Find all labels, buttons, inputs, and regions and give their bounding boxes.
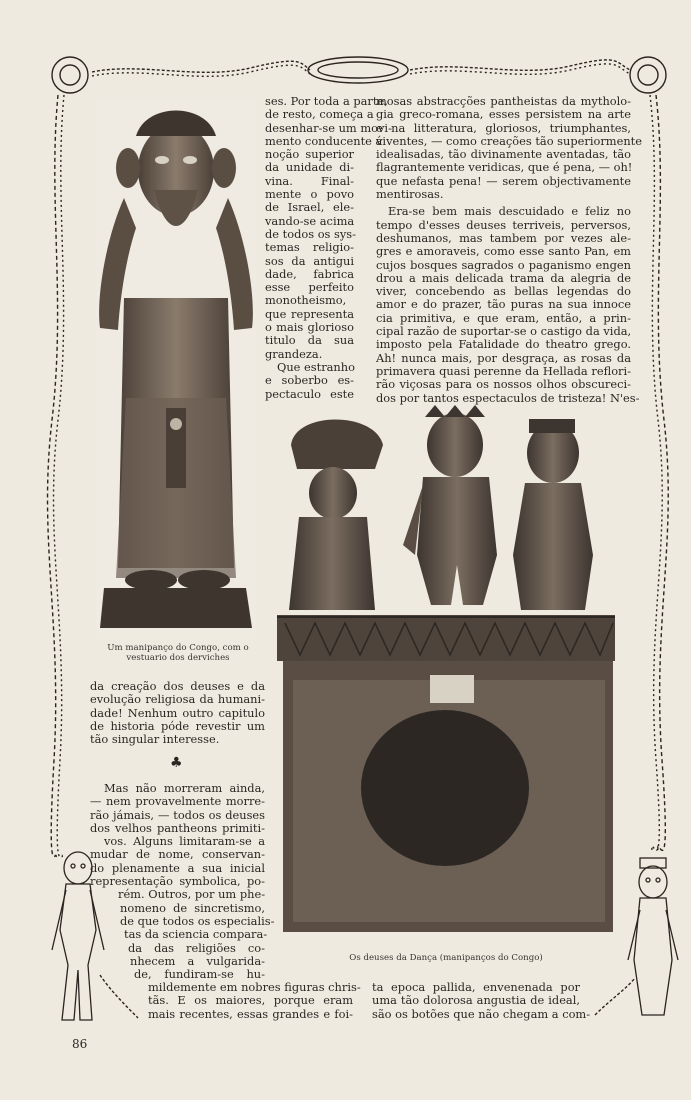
figure-2-photo	[275, 405, 617, 933]
text-line: o mais glorioso	[265, 320, 354, 335]
text-line: uma tão dolorosa angustia de ideal,	[372, 993, 580, 1008]
text-line: noção superior	[265, 147, 354, 162]
text-line: de historia póde revestir um	[90, 718, 265, 733]
text-line: dade! Nenhum outro capitulo	[90, 705, 265, 720]
text-line: idealisadas, tão divinamente aventadas, tão	[376, 147, 631, 162]
text-line: do plenamente a sua inicial	[90, 860, 265, 875]
text-line: são os botões que não chegam a com-	[372, 1006, 591, 1021]
text-line: Ah! nunca mais, por desgraça, as rosas da	[376, 350, 631, 365]
left-column-mid	[90, 680, 265, 746]
text-line: deshumanos, mas tambem por vezes ale-	[376, 230, 631, 245]
text-line: gres e amoraveis, como esse santo Pan, em	[376, 244, 631, 259]
right-idol-figure	[628, 858, 678, 1015]
text-line: mosas abstracções pantheistas da mytholo-	[376, 94, 631, 108]
text-line: vando-se acima	[265, 213, 355, 228]
text-line: sos da antigui	[265, 253, 354, 268]
text-line: da creação dos deuses e da	[90, 679, 265, 693]
text-line: representação symbolica, po-	[90, 874, 265, 889]
text-line: esse perfeito	[265, 280, 354, 295]
text-line: de todos os sys-	[265, 226, 357, 241]
right-garland	[656, 95, 668, 850]
text-line: titulo da sua	[265, 333, 354, 348]
text-line: viventes, — como creações tão superiormente	[376, 133, 642, 148]
text-line: primavera quasi perenne da Hellada reflori-	[376, 363, 631, 378]
text-line: grandeza.	[265, 346, 323, 361]
figure-1-photo	[96, 98, 256, 633]
text-line: tas da sciencia compara-	[124, 927, 268, 942]
middle-column	[265, 94, 392, 401]
text-line: rão viçosas para os nossos olhos obscureci-	[376, 377, 631, 392]
text-line: nomeno de sincretismo,	[120, 900, 265, 915]
text-line: mento conducente á	[265, 133, 383, 148]
text-line: tempo d'esses deuses terriveis, perversos,	[376, 217, 631, 232]
text-line: mildemente em nobres figuras chris-	[148, 980, 361, 994]
text-line: tãs. E os maiores, porque eram	[148, 993, 353, 1008]
text-line: — nem provavelmente morre-	[90, 794, 265, 809]
text-line: e soberbo es-	[265, 373, 354, 388]
dance-gods-image	[275, 405, 617, 933]
right-column-top	[376, 94, 642, 405]
text-line: mais recentes, essas grandes e foi-	[148, 1006, 353, 1021]
text-line: da unidade di-	[265, 160, 354, 175]
text-line: dade, fabrica	[265, 266, 354, 281]
text-line: Era-se bem mais descuidado e feliz no	[388, 204, 631, 219]
text-line: gia greco-romana, esses persistem na arte	[376, 107, 631, 122]
text-line: flagrantemente veridicas, que é pena, — oh!	[376, 160, 633, 175]
section-ornament: ♣	[170, 755, 183, 771]
text-line: dos velhos pantheons primiti-	[90, 820, 265, 835]
top-cartouche	[308, 57, 408, 83]
right-column-bottom	[372, 980, 591, 1021]
text-line: ta epoca pallida, envenenada por	[372, 980, 580, 994]
text-line: cia primitiva, e que eram, então, a prin-	[376, 310, 631, 325]
text-line: nhecem a vulgarida-	[130, 953, 265, 968]
figure-1-caption: Um manipanço do Congo, com o vestuario dos derviches	[107, 643, 249, 663]
text-line: monotheismo,	[265, 293, 347, 308]
text-line: de Israel, ele-	[265, 200, 354, 215]
text-line: e na litteratura, gloriosos, triumphantes,	[376, 120, 631, 135]
text-line: amor e do prazer, tão puras na sua innoce	[376, 297, 631, 312]
text-line: cujos bosques sagrados o paganismo engen	[376, 257, 631, 272]
left-garland	[48, 95, 58, 860]
text-line: Mas não morreram ainda,	[104, 781, 265, 795]
text-line: Que estranho	[277, 359, 355, 374]
text-line: tão singular interesse.	[90, 732, 220, 747]
text-line: evolução religiosa da humani-	[90, 692, 265, 707]
text-line: de, fundiram-se hu-	[134, 967, 265, 982]
text-line: vos. Alguns limitaram-se a	[104, 834, 265, 849]
text-line: imposto pela Fatalidade do theatro grego.	[376, 337, 631, 352]
text-line: ses. Por toda a parte,	[265, 94, 388, 108]
text-line: que representa	[265, 306, 354, 321]
text-line: rão jámais, — todos os deuses	[90, 807, 265, 822]
text-line: cipal razão de suportar-se o castigo da vida,	[376, 324, 632, 339]
text-line: rém. Outros, por um phe-	[118, 887, 266, 902]
text-line: temas religio-	[265, 240, 354, 255]
text-line: desenhar-se um movi-	[265, 120, 392, 135]
text-line: pectaculo este	[265, 386, 354, 401]
text-line: da das religiões co-	[128, 940, 265, 955]
text-line: mente o povo	[265, 187, 354, 202]
figure-2-caption: Os deuses da Dança (manipanços do Congo)	[349, 953, 543, 963]
text-line: de resto, começa a	[265, 107, 374, 122]
text-line: mentirosas.	[376, 187, 444, 202]
text-line: que nefasta pena! — serem objectivamente	[376, 173, 631, 188]
text-line: de que todos os especialis-	[120, 913, 275, 928]
text-line: vina. Final-	[265, 173, 354, 188]
text-line: dos por tantos espectaculos de tristeza! N'es-	[376, 390, 640, 405]
text-line: drou a mais delicada trama da alegria de	[376, 270, 631, 285]
text-line: viver, concebendo as bellas legendas do	[376, 284, 631, 299]
bottom-right-garland	[595, 978, 635, 1015]
left-bottom-lines	[148, 980, 361, 1021]
text-line: mudar de nome, conservan-	[90, 847, 265, 862]
page-number: 86	[72, 1037, 88, 1051]
left-column-para2	[90, 781, 275, 982]
congo-statue-image	[96, 98, 256, 633]
